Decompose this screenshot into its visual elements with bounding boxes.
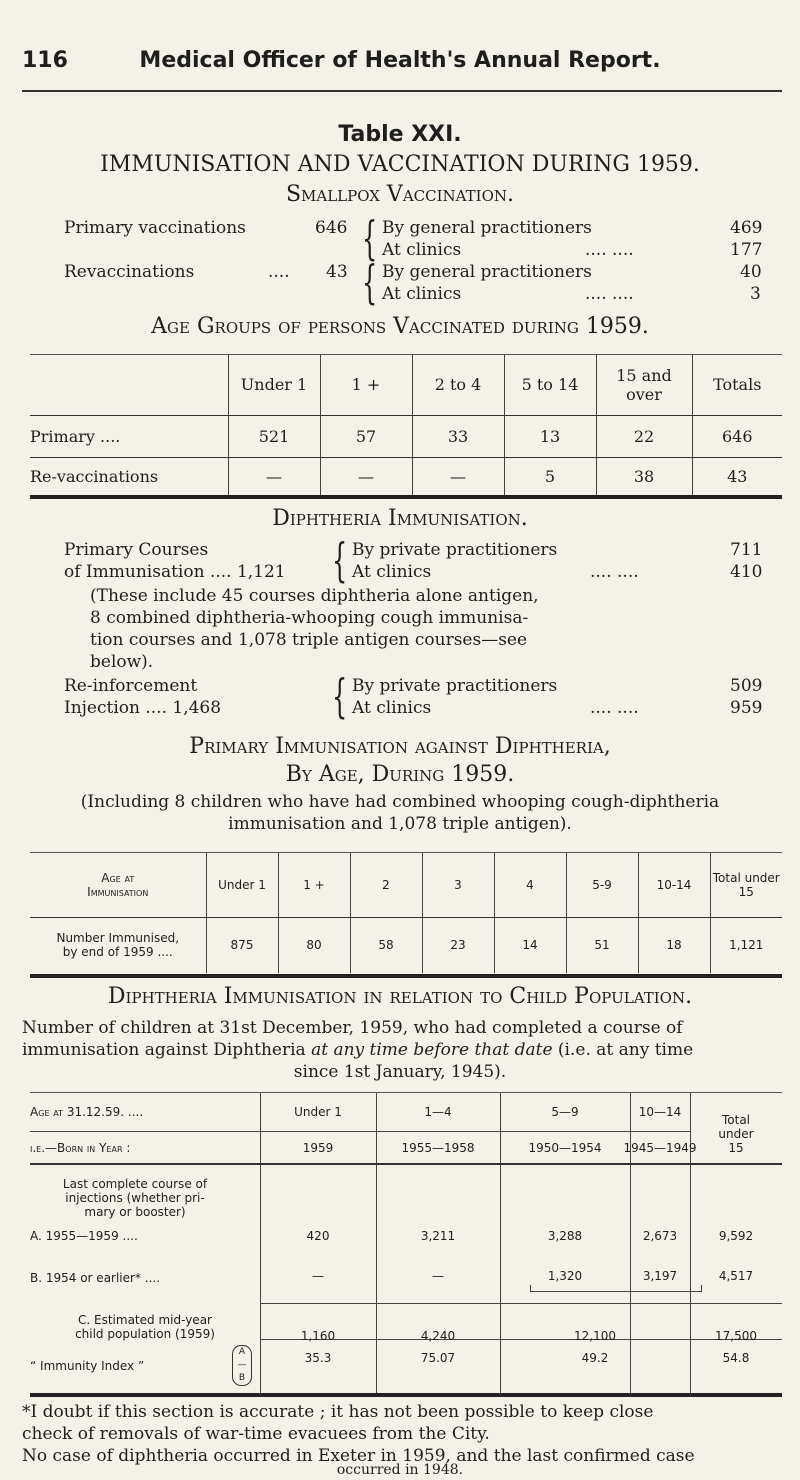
header-line: 15	[728, 1141, 744, 1155]
running-title: Medical Officer of Health's Annual Report.	[139, 48, 661, 73]
diph-clinic-value: 410	[730, 562, 763, 582]
brace-icon: {	[332, 534, 348, 588]
row-b-label: B. 1954 or earlier* ....	[30, 1271, 161, 1285]
table-cell: 17,500	[715, 1329, 757, 1343]
row-a-label	[30, 1177, 240, 1219]
reinf-gp-value: 509	[730, 676, 763, 696]
child-population-title: Diphtheria Immunisation in relation to Child Population.	[107, 984, 693, 1009]
col-header: 3	[422, 853, 494, 917]
table-cell: 58	[350, 917, 422, 973]
table-cell: 1,121	[710, 917, 782, 973]
born-year: 1955—1958	[401, 1141, 475, 1155]
header-line: Age at	[101, 870, 135, 885]
table-cell: 2,673	[642, 1229, 678, 1243]
col-header: 4	[494, 853, 566, 917]
table-cell: 14	[494, 917, 566, 973]
age-header-2to4: 2 to 4	[412, 355, 504, 415]
col-header: Under 1	[206, 853, 278, 917]
label-line: child population (1959)	[75, 1327, 215, 1341]
footnote-2: check of removals of war-time evacuees from the City.	[22, 1424, 490, 1444]
table-bottom-rule	[30, 495, 782, 499]
table-cell: 3,211	[420, 1229, 456, 1243]
revacc-clinic-dots: .... ....	[585, 284, 634, 304]
header-line: under	[718, 1127, 754, 1141]
col-header: Total under 15	[710, 853, 782, 917]
intro-text: immunisation against Diphtheria	[22, 1040, 312, 1060]
diph-clinic-dots: .... ....	[590, 562, 639, 582]
table-cell: 49.2	[581, 1351, 609, 1365]
row-rule	[30, 1163, 782, 1165]
age-header-totals: Totals	[692, 355, 782, 415]
table-cell: 12,100	[574, 1329, 616, 1343]
reinf-gp-label: By private practitioners	[352, 676, 558, 696]
primary-courses-label: Primary Courses	[64, 540, 209, 560]
table-cell: 23	[422, 917, 494, 973]
immunity-index-label: “ Immunity Index ”	[30, 1359, 145, 1373]
table-cell: 80	[278, 917, 350, 973]
col-header: 2	[350, 853, 422, 917]
primary-vacc-total: 646	[315, 218, 348, 238]
table-cell: 646	[692, 415, 782, 457]
col-header: 5—9	[551, 1105, 579, 1119]
age-groups-title: Age Groups of persons Vaccinated during 1959.	[151, 314, 649, 339]
fraction-bar: —	[237, 1360, 247, 1370]
age-at-label: Age at 31.12.59. ....	[30, 1105, 144, 1119]
reinf-clinic-label: At clinics	[352, 698, 432, 718]
final-note: No case of diphtheria occurred in Exeter in 1959, and the last confirmed case	[22, 1446, 695, 1466]
table-label: Table XXI.	[338, 122, 462, 147]
col-header: 1—4	[424, 1105, 452, 1119]
age-header-under1: Under 1	[228, 355, 320, 415]
table-cell: —	[412, 457, 504, 495]
table-cell: 33	[412, 415, 504, 457]
born-year: 1945—1949	[623, 1141, 697, 1155]
child-pop-intro-3: since 1st January, 1945).	[293, 1062, 507, 1082]
child-population-table	[30, 1093, 782, 1393]
label-line: C. Estimated mid-year	[78, 1313, 212, 1327]
col-rule	[630, 1093, 631, 1393]
child-pop-intro-2	[22, 1040, 693, 1060]
label-line: mary or booster)	[84, 1205, 186, 1219]
primary-by-age-table	[30, 853, 782, 973]
fraction-bottom: B	[238, 1373, 246, 1383]
table-cell: 4,517	[718, 1269, 754, 1283]
label-line: injections (whether pri-	[65, 1191, 205, 1205]
reinforcement-total: Injection .... 1,468	[64, 698, 222, 718]
primary-gp-label: By general practitioners	[382, 218, 592, 238]
row-rule	[30, 1131, 690, 1132]
intro-text: (i.e. at any time	[552, 1040, 694, 1060]
primary-vacc-label: Primary vaccinations	[64, 218, 246, 238]
born-year: 1950—1954	[528, 1141, 602, 1155]
col-rule	[376, 1093, 377, 1393]
primary-clinic-value: 177	[730, 240, 763, 260]
brace-icon: {	[332, 670, 348, 724]
row-a-label-4: A. 1955—1959 ....	[30, 1229, 138, 1243]
primary-by-age-subtitle-2: immunisation and 1,078 triple antigen).	[228, 814, 572, 834]
age-header-1plus: 1 +	[320, 355, 412, 415]
primary-clinic-dots: .... ....	[585, 240, 634, 260]
diph-note-line: below).	[90, 652, 154, 672]
table-bottom-rule	[30, 1393, 782, 1397]
primary-courses-total: of Immunisation .... 1,121	[64, 562, 286, 582]
table-cell: 13	[504, 415, 596, 457]
table-cell: —	[320, 457, 412, 495]
table-cell: 38	[596, 457, 692, 495]
table-bottom-rule	[30, 974, 782, 978]
revacc-label: Revaccinations	[64, 262, 195, 282]
table-cell: 54.8	[722, 1351, 750, 1365]
age-header-blank	[30, 355, 228, 415]
footnote: *I doubt if this section is accurate ; it has not been possible to keep close	[22, 1402, 654, 1422]
row-label-revacc: Re-vaccinations	[30, 466, 159, 486]
row-rule	[260, 1303, 782, 1304]
age-header-15over: 15 and over	[596, 355, 692, 415]
header-rule	[22, 90, 782, 92]
table-cell: 5	[504, 457, 596, 495]
revacc-clinic-label: At clinics	[382, 284, 462, 304]
fraction-a-over-b	[232, 1345, 252, 1386]
table-cell: 521	[228, 415, 320, 457]
revacc-total: 43	[326, 262, 348, 282]
row-c-label	[30, 1313, 260, 1341]
table-cell: 420	[306, 1229, 330, 1243]
born-label: i.e.—Born in Year :	[30, 1141, 131, 1155]
col-header: 5-9	[566, 853, 638, 917]
table-cell: 57	[320, 415, 412, 457]
table-cell: —	[312, 1269, 324, 1283]
smallpox-title: Smallpox Vaccination.	[285, 182, 515, 207]
age-header-5to14: 5 to 14	[504, 355, 596, 415]
revacc-dots: ....	[268, 262, 290, 282]
table-cell: 51	[566, 917, 638, 973]
col-header: Under 1	[294, 1105, 342, 1119]
table-cell: 875	[206, 917, 278, 973]
reinf-clinic-value: 959	[730, 698, 763, 718]
col-header-10-14: 10—14	[638, 1105, 682, 1119]
col-header: 10-14	[638, 853, 710, 917]
table-cell: 4,240	[420, 1329, 456, 1343]
row-label-primary: Primary ....	[30, 415, 228, 457]
table-cell: 9,592	[718, 1229, 754, 1243]
diph-note-line: tion courses and 1,078 triple antigen courses—see	[90, 630, 528, 650]
diph-gp-label: By private practitioners	[352, 540, 558, 560]
final-note-2: occurred in 1948.	[336, 1462, 464, 1478]
age-groups-table	[30, 355, 782, 495]
header-line: Immunisation	[87, 884, 149, 899]
revacc-clinic-value: 3	[750, 284, 761, 304]
diph-note-line: (These include 45 courses diphtheria alone antigen,	[90, 586, 539, 606]
brace-icon: {	[362, 212, 378, 266]
table-cell: 3,288	[547, 1229, 583, 1243]
table-cell: 1,320	[547, 1269, 583, 1283]
col-rule	[500, 1093, 501, 1393]
brace-icon: {	[362, 256, 378, 310]
primary-gp-value: 469	[730, 218, 763, 238]
table-cell: 3,197	[642, 1269, 678, 1283]
intro-italic: at any time before that date	[311, 1040, 553, 1060]
diph-gp-value: 711	[730, 540, 763, 560]
primary-clinic-label: At clinics	[382, 240, 462, 260]
born-year: 1959	[302, 1141, 334, 1155]
main-title: IMMUNISATION AND VACCINATION DURING 1959.	[100, 152, 700, 177]
table-cell: 22	[596, 415, 692, 457]
revacc-gp-value: 40	[740, 262, 762, 282]
label-line: Last complete course of	[62, 1177, 208, 1191]
col-header: 1 +	[278, 853, 350, 917]
table-cell: 35.3	[304, 1351, 332, 1365]
label-line: Number Immunised,	[56, 931, 180, 946]
table-cell: 43	[692, 457, 782, 495]
primary-by-age-title: Primary Immunisation against Diphtheria,	[189, 734, 611, 759]
reinforcement-label: Re-inforcement	[64, 676, 198, 696]
col-rule	[260, 1093, 261, 1393]
number-immunised-label	[30, 917, 206, 973]
table-cell: 75.07	[420, 1351, 456, 1365]
child-pop-intro: Number of children at 31st December, 1959, who had completed a course of	[22, 1018, 683, 1038]
table-cell: —	[228, 457, 320, 495]
table-cell: 18	[638, 917, 710, 973]
page-number: 116	[22, 48, 68, 73]
diph-clinic-label: At clinics	[352, 562, 432, 582]
header-line: Total	[721, 1113, 751, 1127]
table-cell: 1,160	[300, 1329, 336, 1343]
primary-by-age-subtitle: (Including 8 children who have had combined whooping cough-diphtheria	[80, 792, 720, 812]
reinf-clinic-dots: .... ....	[590, 698, 639, 718]
age-at-immunisation-header	[30, 853, 206, 917]
primary-by-age-title-2: By Age, During 1959.	[285, 762, 515, 787]
diph-note-line: 8 combined diphtheria-whooping cough immunisa-	[90, 608, 529, 628]
fraction-top: A	[238, 1347, 246, 1357]
diphtheria-title: Diphtheria Immunisation.	[272, 506, 528, 531]
revacc-gp-label: By general practitioners	[382, 262, 592, 282]
bracket-line	[530, 1285, 702, 1292]
table-cell: —	[432, 1269, 444, 1283]
label-line: by end of 1959 ....	[62, 945, 173, 960]
